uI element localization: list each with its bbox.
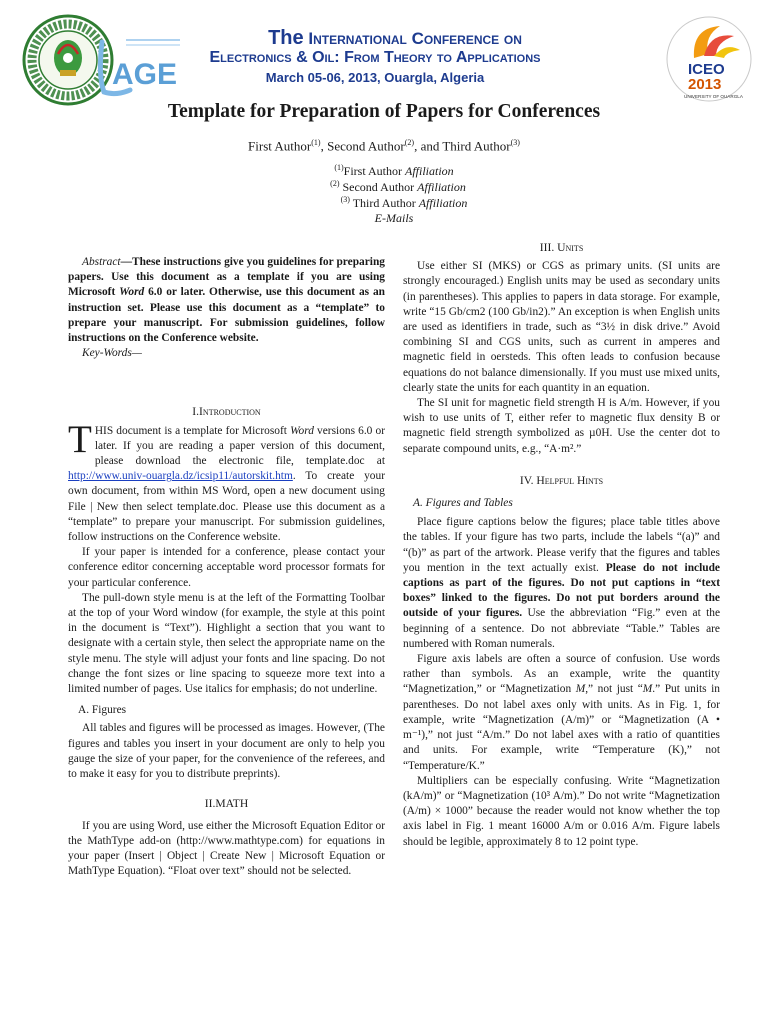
math-paragraph: If you are using Word, use either the Microsoft Equation Editor or the MathType add-on (http://www.mathtype.com) for equations in your paper (Insert | Object | Create New | Microsoft Equation or MathType Equation). “Float over text” should not be selected. (68, 819, 385, 878)
iceo-logo (664, 14, 754, 104)
intro-text: versions 6.0 or later. If you are reading a paper version of this document, please download the electronic file, template.doc at (94, 424, 385, 468)
hints-text: Place figure captions below the figures; place table titles above the tables. If your figure has two parts, include the labels “(a)” and “(b)” as part of the artwork. Please verify that the figures and tables you mention in the text actually exist. (403, 516, 720, 574)
intro-text: HIS document is a template for Microsoft (94, 424, 291, 437)
hints-bold-text: Please do not include captions as part of the figures. Do not put captions in “text boxes” linked to the figures. Do not put borders around the outside of your figures. (403, 561, 720, 620)
author-separator: , and (414, 138, 443, 154)
conference-name: International Conference on (308, 29, 522, 48)
section-heading-introduction: I.Introduction (192, 405, 261, 419)
hints-paragraph: Multipliers can be especially confusing. Write “Magnetization (kA/m)” or “Magnetization (10³ A/m).” Do not write “Magnetization (A/m) × 1000” because the reader would not know whether the top axis label in Fig. 1 meant 16000 A/m or 0.016 A/m. Figure labels should be legible, approximately 8 to 12 point type. (403, 774, 720, 848)
subsection-heading-figures: A. Figures (78, 704, 127, 717)
abstract-paragraph (68, 255, 385, 346)
emails-line: E-Mails (374, 211, 414, 225)
section-heading-helpful-hints: IV. Helpful Hints (519, 473, 604, 487)
affiliation-superscript: (3) (340, 195, 350, 204)
hints-paragraph (403, 652, 720, 774)
author-superscript: (1) (311, 138, 321, 147)
abstract-label: Abstract (82, 256, 121, 268)
iceo-university: UNIVERSITY OF OUARGLA (684, 94, 743, 99)
author-name: First Author (248, 138, 312, 154)
iceo-name: ICEO (688, 61, 725, 78)
section-heading-math: II.MATH (204, 797, 249, 811)
hints-text: Use the abbreviation “Fig.” even at the beginning of a sentence. Do not abbreviate “Table.” Tables are numbered with Roman numerals. (403, 607, 720, 650)
affiliation-superscript: (1) (334, 163, 344, 172)
author-name: Third Author (442, 138, 511, 154)
iceo-year: 2013 (688, 76, 722, 93)
hints-symbol: M (642, 683, 653, 696)
abstract-text: —These instructions give you guidelines for preparing papers. Use this document as a template if you are using Microsoft (68, 256, 385, 299)
author-superscript: (2) (404, 138, 415, 147)
intro-paragraph: The pull-down style menu is at the left of the Formatting Toolbar at the top of your Word window (for example, the style at this point in the document is “Text”). Highlight a section that you want to designate with a certain style, then select the appropriate name on the style menu. The style will adjust your fonts and line spacing. Do not change the font sizes or line spacing to squeeze more text into a limited number of pages. Use italics for emphasis; do not underline. (68, 591, 385, 696)
affiliation-label: Affiliation (418, 196, 468, 210)
affiliation-label: Affiliation (405, 164, 454, 178)
hints-text: Figure axis labels are often a source of confusion. Use words rather than symbols. As an example, write the quantity “Magnetization,” or “Magnetization (403, 653, 720, 696)
keywords-line: Key-Words— (82, 347, 142, 360)
hints-text: .” Put units in parentheses. Do not label axes only with units. As in Fig. 1, for example, write “Magnetization (A/m)” or “Magnetization (A • m⁻¹),” not just “A/m.” Do not label axes with a ratio of quantities and units. For example, write “Temperature (K),” not “Temperature/K.” (403, 683, 720, 772)
abstract-text: Word (119, 286, 145, 299)
figures-paragraph: All tables and figures will be processed as images. However, (The figures and tables you insert in your document are only to help you gauge the size of your paper, for the convenience of the referees, and to make it easy for you to distribute preprints). (68, 722, 385, 781)
conference-date: March 05-06, 2013, Ouargla, Algeria (265, 70, 485, 85)
lab-logo-text: AGE (112, 58, 178, 91)
autorskit-link[interactable]: http://www.univ-ouargla.dz/icsip11/autorskit.htm (68, 470, 293, 483)
hints-text: ,” not just “ (585, 683, 643, 696)
author-superscript: (3) (510, 138, 520, 147)
author-list (0, 138, 768, 154)
affiliation-author: Third Author (349, 196, 419, 210)
units-paragraph: Use either SI (MKS) or CGS as primary units. (SI units are strongly encouraged.) English units may be used as secondary units (in parentheses). This applies to papers in data storage. For example, write “15 Gb/cm2 (100 Gb/in2).” An exception is when English units are used as identifiers in trade, such as “3½ in disk drive.” Avoid combining SI and CGS units, such as current in amperes and magnetic field in oersteds. This often leads to confusion because equations do not balance dimensionally. If you must use mixed units, clearly state the units for each quantity in an equation. (403, 260, 720, 394)
affiliation-author: First Author (343, 164, 405, 178)
paper-title: Template for Preparation of Papers for Conferences (167, 101, 601, 122)
affiliation-superscript: (2) (330, 179, 340, 188)
affiliation-line (14, 179, 768, 195)
hints-symbol: M (575, 683, 586, 696)
drop-cap: T (68, 417, 92, 461)
affiliation-label: Affiliation (417, 180, 466, 194)
author-name: Second Author (327, 138, 405, 154)
section-heading-units: III. Units (539, 241, 584, 254)
subsection-heading-figures-tables: A. Figures and Tables (413, 497, 513, 510)
abstract-text: 6.0 or later. Otherwise, use this document as an instruction set. Please use this document as a “template” to prepare your manuscript. For submission guidelines, follow instructions on the Conference website. (68, 286, 385, 345)
intro-paragraph (68, 417, 385, 546)
conference-title-line1 (160, 27, 590, 50)
intro-paragraph: If your paper is intended for a conference, please contact your conference editor concerning acceptable word processor formats for your particular conference. (68, 546, 385, 589)
conference-title-line2: Electronics & Oil: From Theory to Applications (209, 49, 541, 66)
affiliation-line (20, 195, 768, 211)
right-column (403, 240, 720, 1018)
conference-the: The (268, 27, 304, 49)
intro-text: Word (290, 424, 314, 437)
affiliation-line (10, 163, 768, 179)
hints-paragraph (403, 515, 720, 652)
units-paragraph: The SI unit for magnetic field strength H is A/m. However, if you wish to use units of T, either refer to magnetic flux density B or magnetic field strength symbolized as µ0H. Use the center dot to separate compound units, e.g., “A·m².” (403, 397, 720, 455)
affiliation-author: Second Author (339, 180, 418, 194)
author-separator: , (320, 138, 328, 154)
intro-text: . To create your own document, from within MS Word, open a new document using File | New then select template.doc. Please use this document as a “template” to prepare your manuscript. For submission guidelines, follow instructions on the Conference website. (68, 470, 385, 544)
left-column (68, 240, 385, 1018)
